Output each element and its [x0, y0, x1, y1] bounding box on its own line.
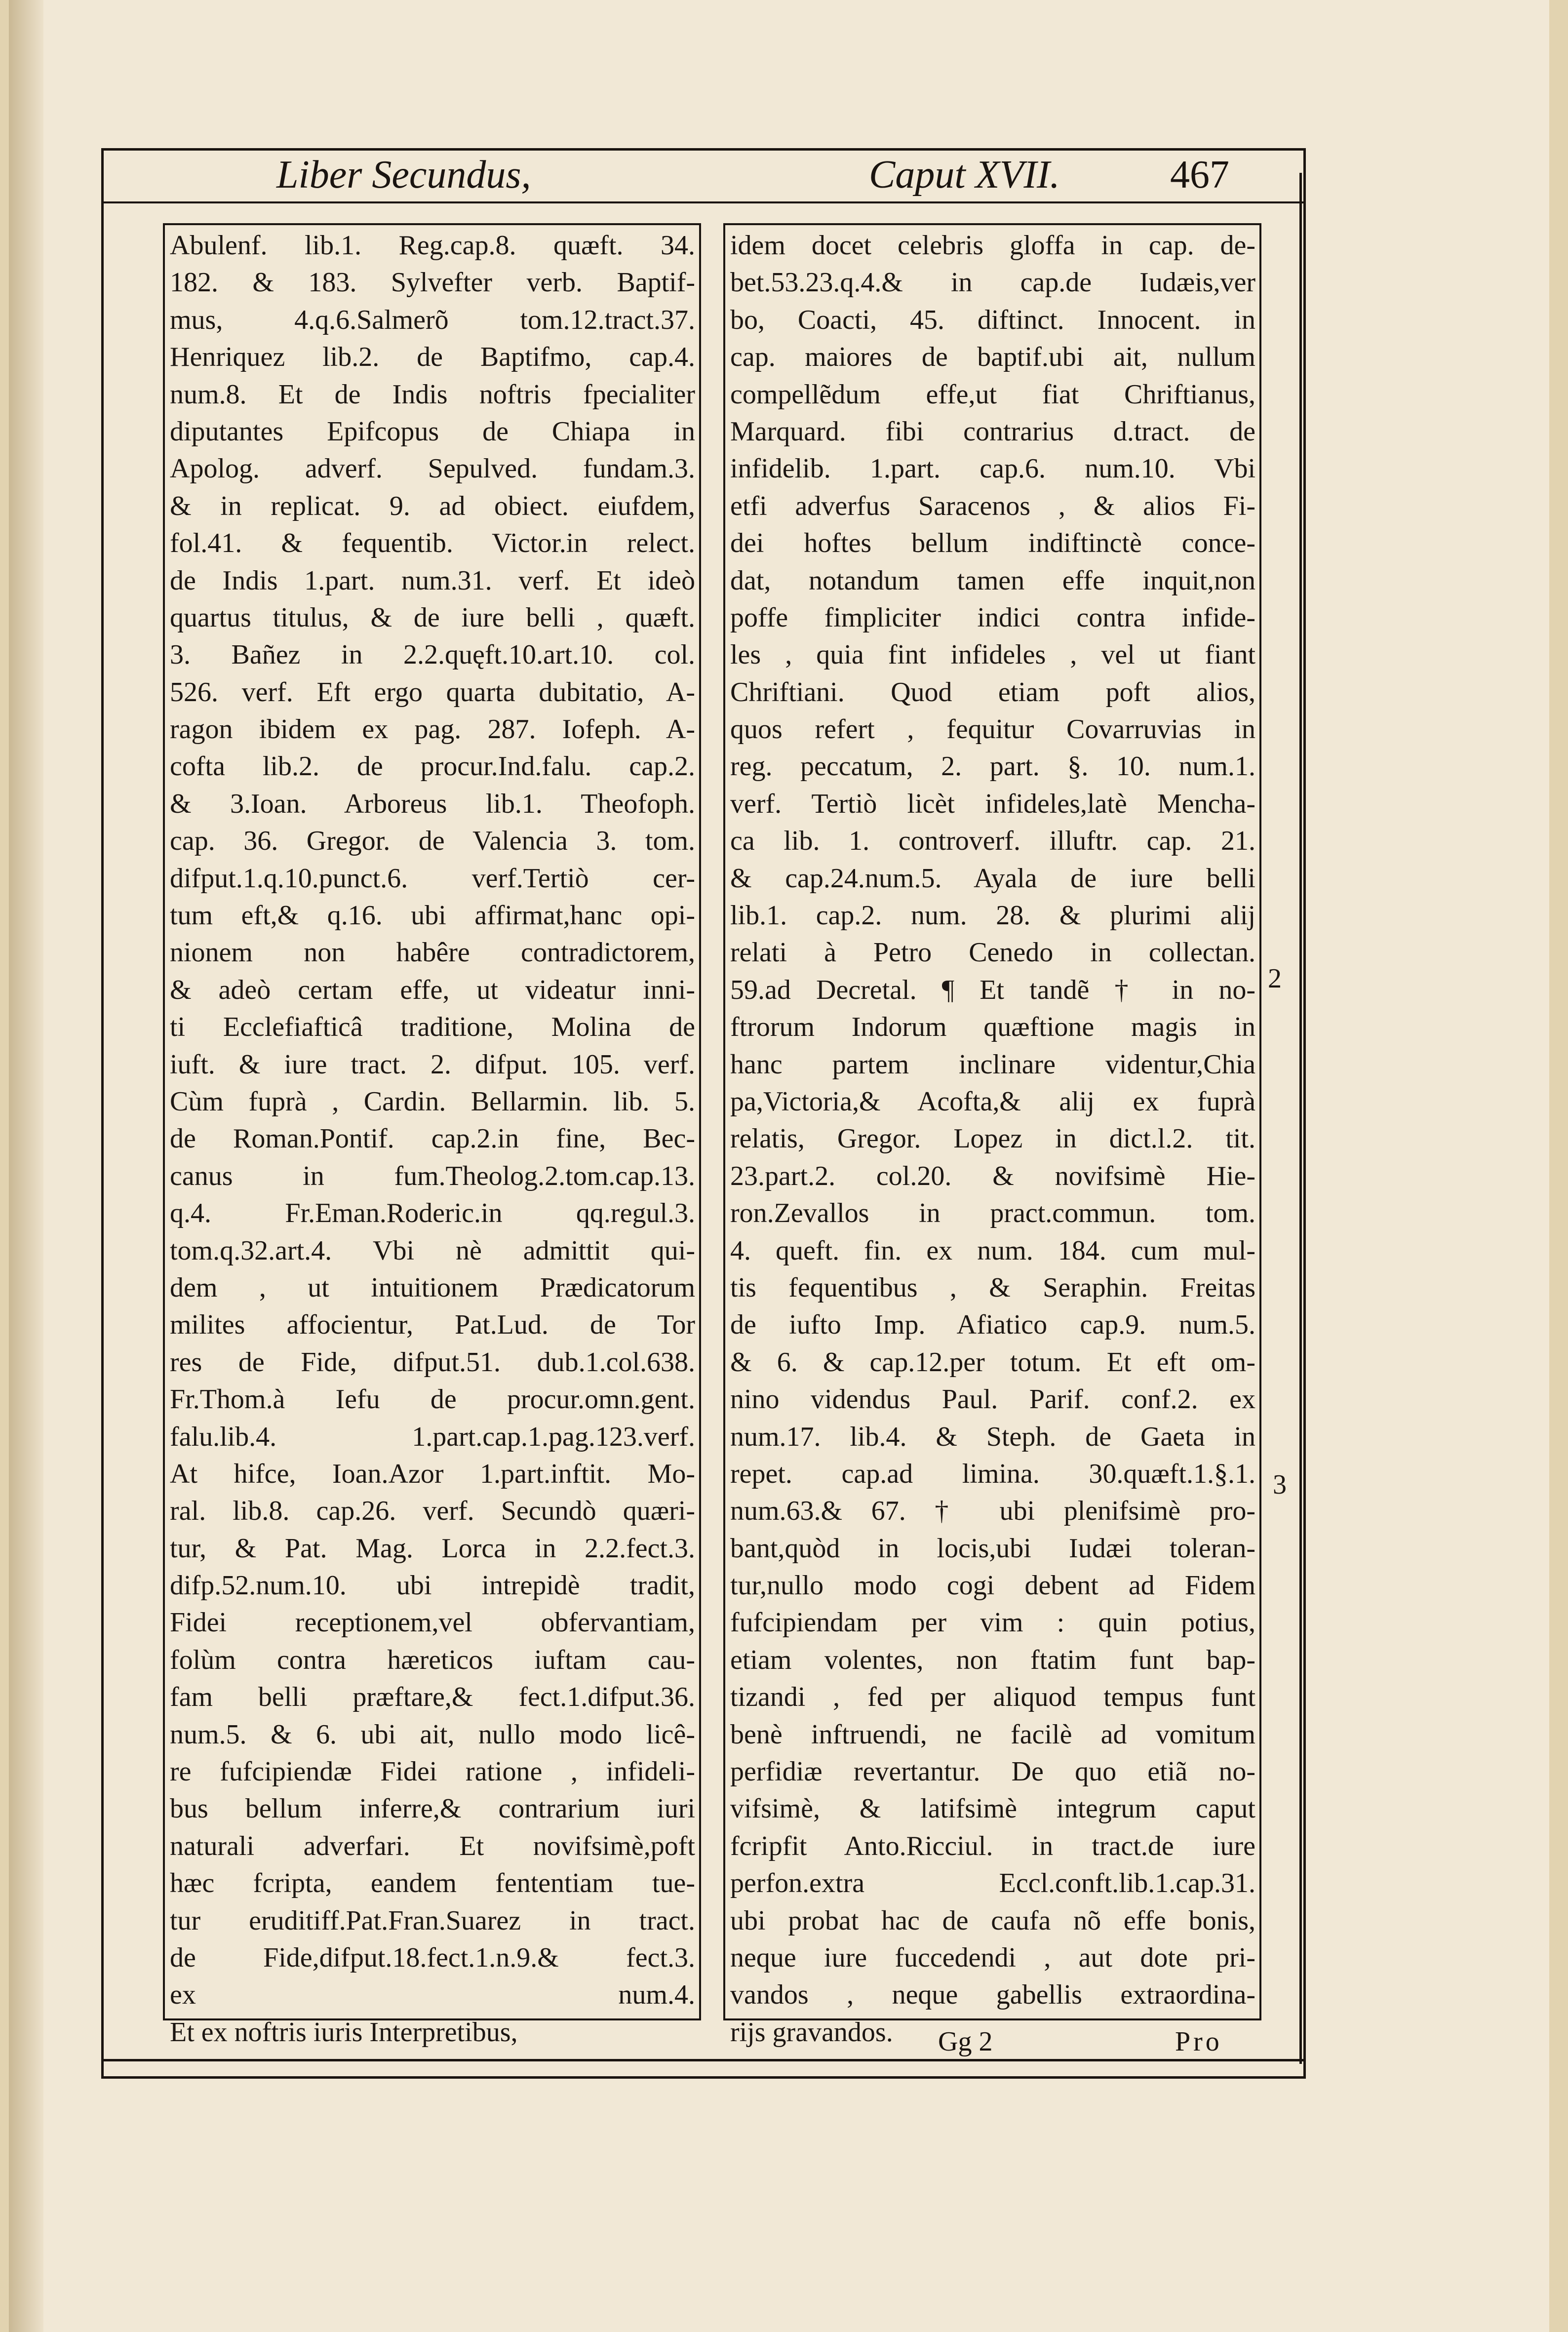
text-line: hæc fcripta, eandem fententiam tue- [170, 1868, 695, 1899]
text-line: infidelib. 1.part. cap.6. num.10. Vbi [730, 453, 1255, 484]
text-line: dem , ut intuitionem Prædicatorum [170, 1272, 695, 1303]
text-line: num.17. lib.4. & Steph. de Gaeta in [730, 1421, 1255, 1452]
text-line: cap. 36. Gregor. de Valencia 3. tom. [170, 826, 695, 857]
text-line: de Indis 1.part. num.31. verf. Et ideò [170, 565, 695, 596]
text-line: difp.52.num.10. ubi intrepidè tradit, [170, 1570, 695, 1601]
text-line: Henriquez lib.2. de Baptifmo, cap.4. [170, 342, 695, 373]
text-line: canus in fum.Theolog.2.tom.cap.13. [170, 1160, 695, 1191]
text-line: diputantes Epifcopus de Chiapa in [170, 416, 695, 447]
text-line: & in replicat. 9. ad obiect. eiufdem, [170, 490, 695, 521]
text-line: reg. peccatum, 2. part. §. 10. num.1. [730, 751, 1255, 782]
text-line: vandos , neque gabellis extraordina- [730, 1979, 1255, 2011]
text-line: nionem non habêre contradictorem, [170, 937, 695, 968]
text-line: tum eft,& q.16. ubi affirmat,hanc opi- [170, 900, 695, 931]
text-line: num.5. & 6. ubi ait, nullo modo licê- [170, 1719, 695, 1750]
text-line: fol.41. & fequentib. Victor.in relect. [170, 528, 695, 559]
text-line: num.63.& 67. † ubi plenifsimè pro- [730, 1496, 1255, 1527]
text-line: res de Fide, difput.51. dub.1.col.638. [170, 1346, 695, 1378]
text-line: folùm contra hæreticos iuftam cau- [170, 1644, 695, 1675]
text-line: Chriftiani. Quod etiam poft alios, [730, 676, 1255, 708]
text-line: dat, notandum tamen effe inquit,non [730, 565, 1255, 596]
text-line: 23.part.2. col.20. & novifsimè Hie- [730, 1160, 1255, 1191]
header-rule [101, 201, 1306, 203]
text-line: & cap.24.num.5. Ayala de iure belli [730, 863, 1255, 894]
text-line: lib.1. cap.2. num. 28. & plurimi alij [730, 900, 1255, 931]
footer-rule [101, 2059, 1306, 2061]
text-line: repet. cap.ad limina. 30.quæft.1.§.1. [730, 1458, 1255, 1489]
text-line: quartus titulus, & de iure belli , quæft. [170, 602, 695, 633]
text-line: relatis, Gregor. Lopez in dict.l.2. tit. [730, 1123, 1255, 1154]
text-line: hanc partem inclinare videntur,Chia [730, 1049, 1255, 1080]
text-line: perfidiæ revertantur. De quo etiã no- [730, 1756, 1255, 1787]
text-line: Fr.Thom.à Iefu de procur.omn.gent. [170, 1384, 695, 1415]
text-line: & adeò certam effe, ut videatur inni- [170, 974, 695, 1005]
margin-note-3: 3 [1273, 1469, 1287, 1500]
text-line: & 6. & cap.12.per totum. Et eft om- [730, 1346, 1255, 1378]
text-line: tur, & Pat. Mag. Lorca in 2.2.fect.3. [170, 1533, 695, 1564]
text-line: fcripfit Anto.Ricciul. in tract.de iure [730, 1830, 1255, 1861]
text-line: ex num.4. [170, 1979, 695, 2011]
text-line: tur eruditiff.Pat.Fran.Suarez in tract. [170, 1905, 695, 1936]
text-line: 3. Bañez in 2.2.quęft.10.art.10. col. [170, 639, 695, 671]
text-line: idem docet celebris gloffa in cap. de- [730, 230, 1255, 261]
text-line: les , quia fint infideles , vel ut fiant [730, 639, 1255, 671]
text-line: rijs gravandos. [730, 2016, 893, 2048]
text-line: relati à Petro Cenedo in collectan. [730, 937, 1255, 968]
text-line: & 3.Ioan. Arboreus lib.1. Theofoph. [170, 788, 695, 819]
text-line: compellẽdum effe,ut fiat Chriftianus, [730, 379, 1255, 410]
text-line: Et ex noftris iuris Interpretibus, [170, 2016, 518, 2048]
text-line: cofta lib.2. de procur.Ind.falu. cap.2. [170, 751, 695, 782]
text-line: pa,Victoria,& Acofta,& alij ex fuprà [730, 1086, 1255, 1117]
text-line: ral. lib.8. cap.26. verf. Secundò quæri- [170, 1496, 695, 1527]
text-line: tizandi , fed per aliquod tempus funt [730, 1682, 1255, 1713]
text-line: ftrorum Indorum quæftione magis in [730, 1012, 1255, 1043]
right-margin-rule [1299, 173, 1302, 2064]
text-line: difput.1.q.10.punct.6. verf.Tertiò cer- [170, 863, 695, 894]
text-line: q.4. Fr.Eman.Roderic.in qq.regul.3. [170, 1198, 695, 1229]
text-line: bus bellum inferre,& contrarium iuri [170, 1793, 695, 1824]
text-line: ubi probat hac de caufa nõ effe bonis, [730, 1905, 1255, 1936]
text-line: Apolog. adverf. Sepulved. fundam.3. [170, 453, 695, 484]
text-line: 59.ad Decretal. ¶ Et tandẽ † in no- [730, 974, 1255, 1005]
text-line: etfi adverfus Saracenos , & alios Fi- [730, 490, 1255, 521]
text-line: milites affocientur, Pat.Lud. de Tor [170, 1309, 695, 1341]
text-line: 4. queft. fin. ex num. 184. cum mul- [730, 1235, 1255, 1266]
page-number: 467 [1170, 153, 1229, 197]
text-line: ca lib. 1. controverf. illuftr. cap. 21. [730, 826, 1255, 857]
gutter-shadow [9, 0, 43, 2332]
signature-mark: Gg 2 [938, 2026, 993, 2057]
margin-note-2: 2 [1268, 963, 1282, 994]
text-line: nino videndus Paul. Parif. conf.2. ex [730, 1384, 1255, 1415]
text-line: Abulenf. lib.1. Reg.cap.8. quæft. 34. [170, 230, 695, 261]
text-line: bo, Coacti, 45. diftinct. Innocent. in [730, 304, 1255, 335]
text-line: neque iure fuccedendi , aut dote pri- [730, 1942, 1255, 1973]
text-line: iuft. & iure tract. 2. difput. 105. verf. [170, 1049, 695, 1080]
text-line: ti Ecclefiafticâ traditione, Molina de [170, 1012, 695, 1043]
text-line: perfon.extra Eccl.conft.lib.1.cap.31. [730, 1868, 1255, 1899]
text-line: dei hoftes bellum indiftinctè conce- [730, 528, 1255, 559]
text-line: bet.53.23.q.4.& in cap.de Iudæis,ver [730, 267, 1255, 298]
text-line: tur,nullo modo cogi debent ad Fidem [730, 1570, 1255, 1601]
text-line: bant,quòd in locis,ubi Iudæi toleran- [730, 1533, 1255, 1564]
text-line: naturali adverfari. Et novifsimè,poft [170, 1830, 695, 1861]
text-line: mus, 4.q.6.Salmerõ tom.12.tract.37. [170, 304, 695, 335]
text-line: de Roman.Pontif. cap.2.in fine, Bec- [170, 1123, 695, 1154]
text-line: 182. & 183. Sylvefter verb. Baptif- [170, 267, 695, 298]
text-line: Marquard. fibi contrarius d.tract. de [730, 416, 1255, 447]
text-line: ragon ibidem ex pag. 287. Iofeph. A- [170, 714, 695, 745]
text-line: quos refert , fequitur Covarruvias in [730, 714, 1255, 745]
text-line: re fufcipiendæ Fidei ratione , infideli- [170, 1756, 695, 1787]
text-line: falu.lib.4. 1.part.cap.1.pag.123.verf. [170, 1421, 695, 1452]
text-line: Fidei receptionem,vel obfervantiam, [170, 1607, 695, 1638]
text-line: cap. maiores de baptif.ubi ait, nullum [730, 342, 1255, 373]
left-column [163, 223, 701, 2048]
text-line: verf. Tertiò licèt infideles,latè Mencha- [730, 788, 1255, 819]
text-line: fufcipiendam per vim : quin potius, [730, 1607, 1255, 1638]
text-line: Cùm fuprà , Cardin. Bellarmin. lib. 5. [170, 1086, 695, 1117]
text-line: num.8. Et de Indis noftris fpecialiter [170, 379, 695, 410]
text-line: etiam volentes, non ftatim funt bap- [730, 1644, 1255, 1675]
text-line: de Fide,difput.18.fect.1.n.9.& fect.3. [170, 1942, 695, 1973]
text-line: tom.q.32.art.4. Vbi nè admittit qui- [170, 1235, 695, 1266]
text-line: poffe fimpliciter indici contra infide- [730, 602, 1255, 633]
text-line: At hifce, Ioan.Azor 1.part.inftit. Mo- [170, 1458, 695, 1489]
text-line: de iufto Imp. Afiatico cap.9. num.5. [730, 1309, 1255, 1341]
running-head-left: Liber Secundus, [276, 153, 531, 197]
text-line: 526. verf. Eft ergo quarta dubitatio, A- [170, 676, 695, 708]
catchword: Pro [1175, 2026, 1222, 2057]
text-line: vifsimè, & latifsimè integrum caput [730, 1793, 1255, 1824]
text-line: benè inftruendi, ne facilè ad vomitum [730, 1719, 1255, 1750]
text-line: tis fequentibus , & Seraphin. Freitas [730, 1272, 1255, 1303]
text-line: ron.Zevallos in pract.commun. tom. [730, 1198, 1255, 1229]
text-line: fam belli præftare,& fect.1.difput.36. [170, 1682, 695, 1713]
running-head-right: Caput XVII. [869, 153, 1060, 197]
